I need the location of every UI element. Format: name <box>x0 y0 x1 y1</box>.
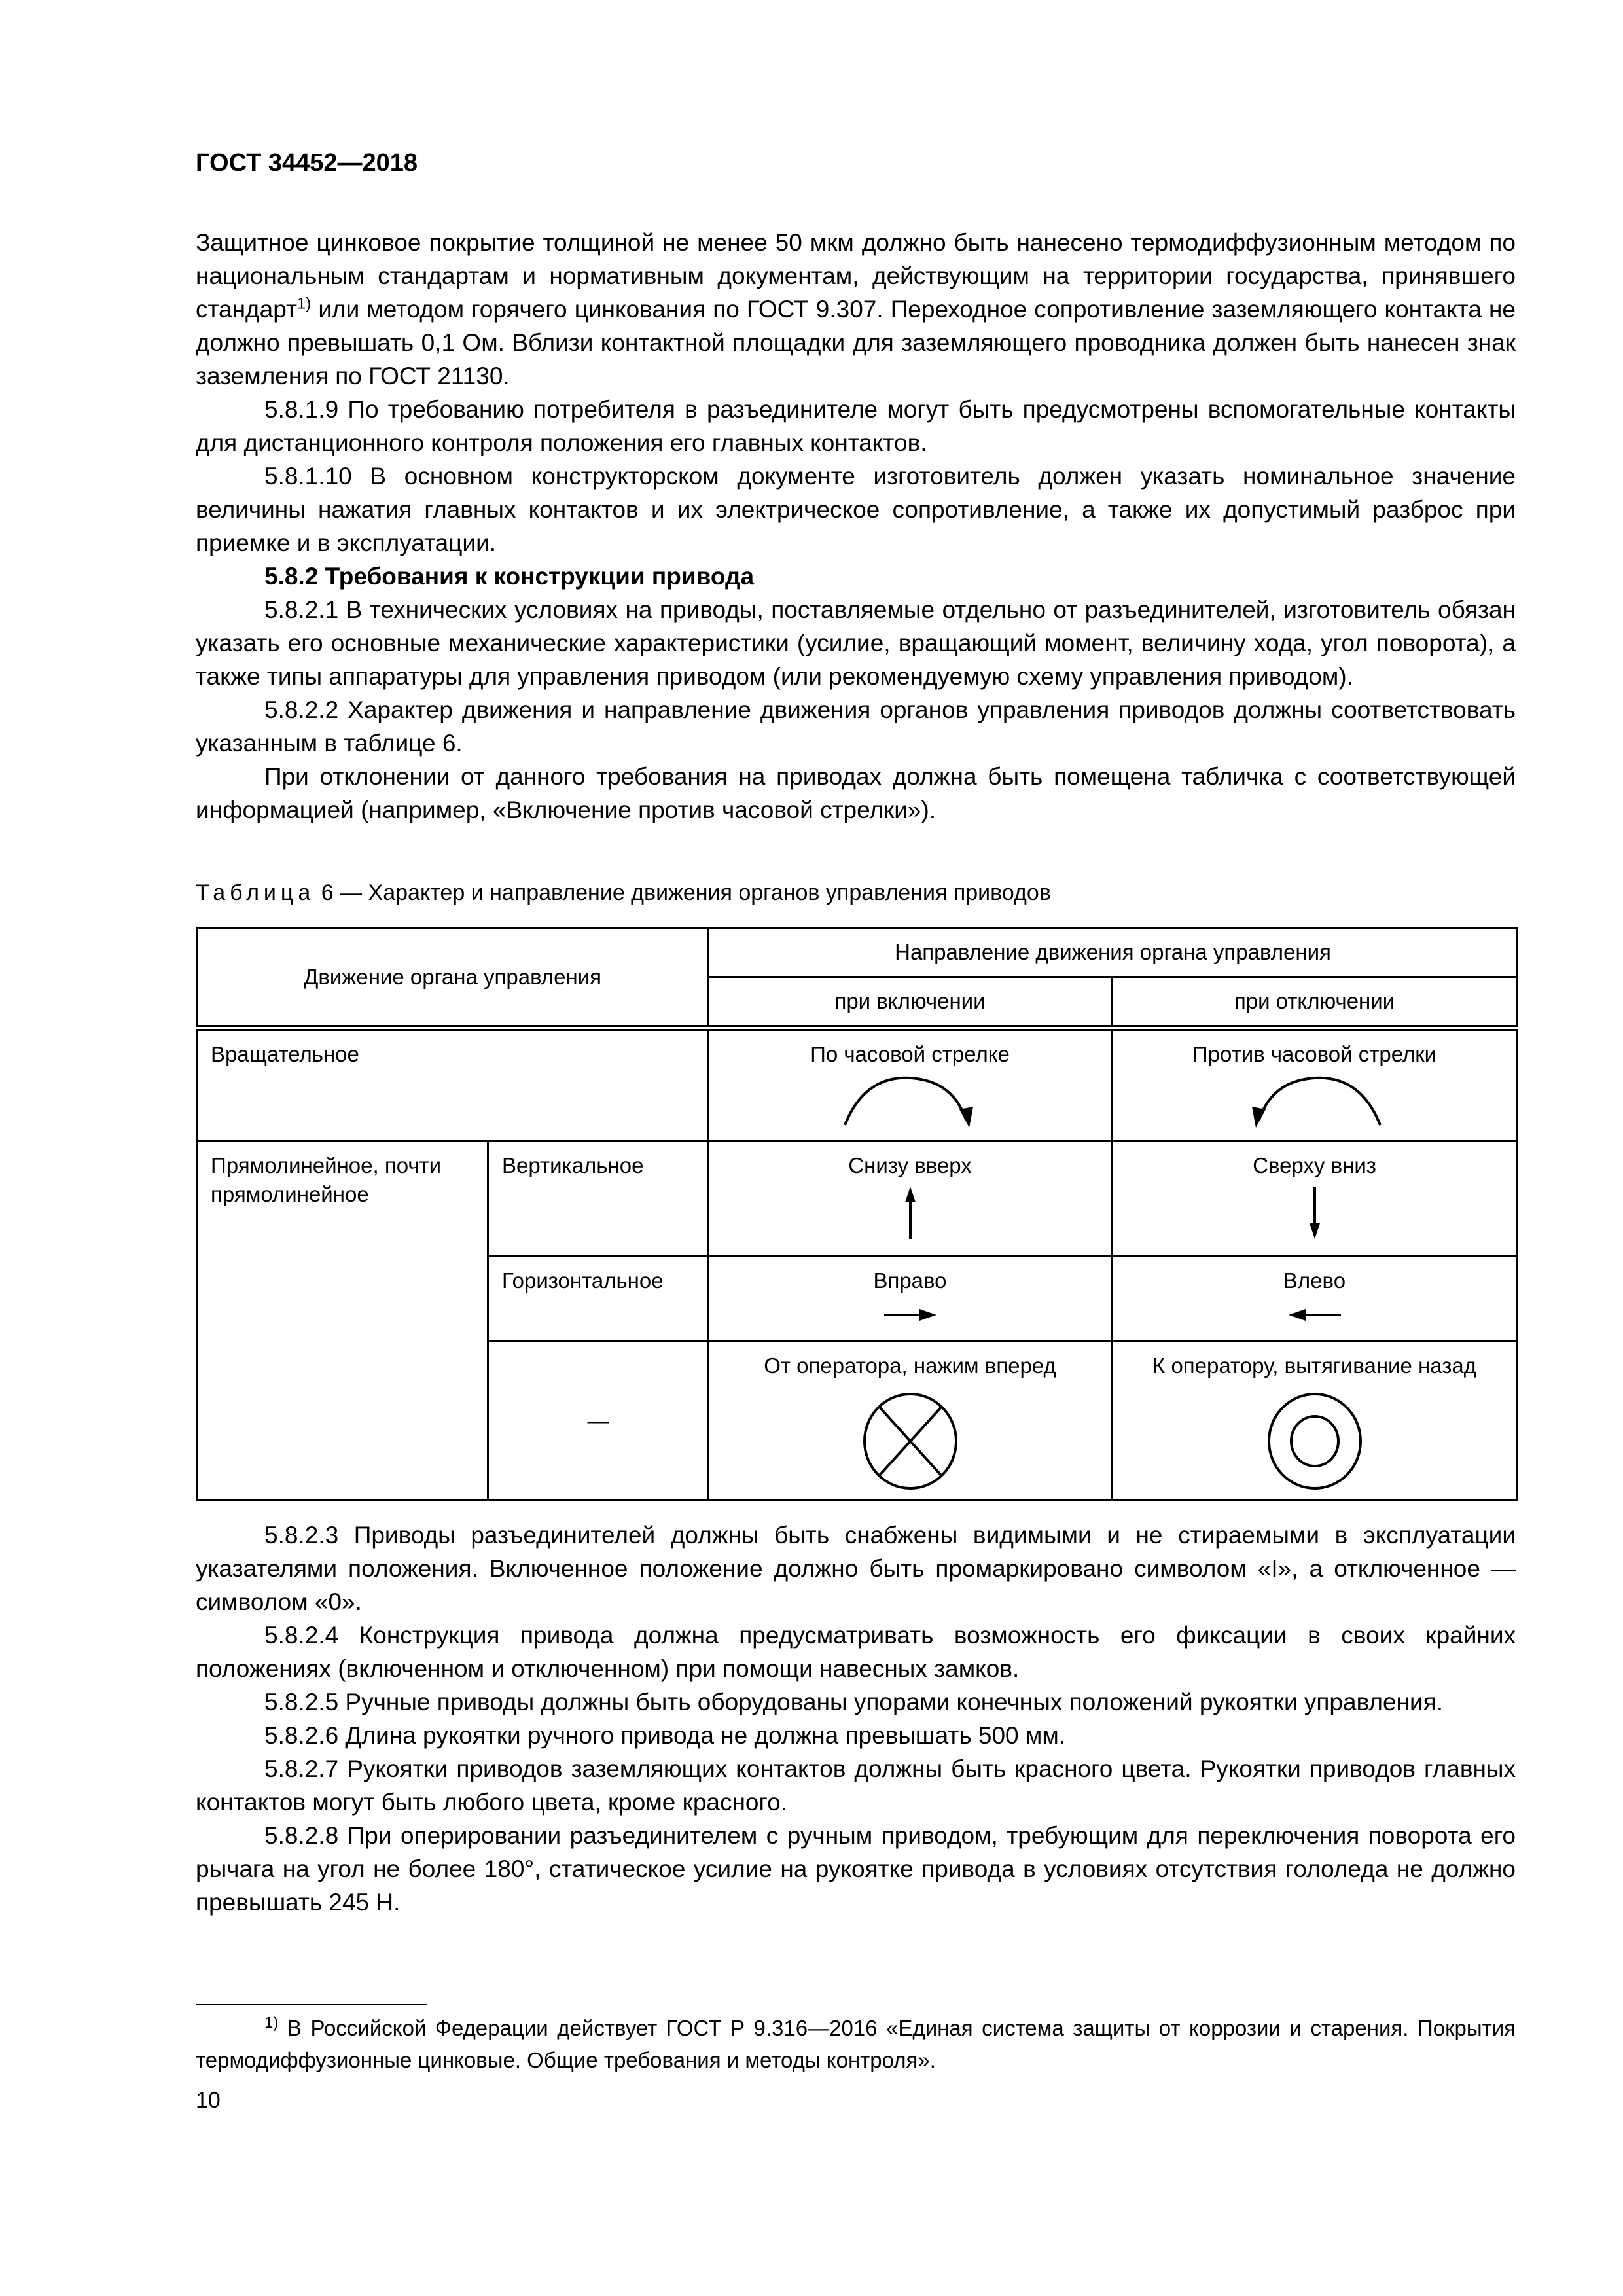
caption-label: Таблица <box>196 880 315 905</box>
footnote-text: В Российской Федерации действует ГОСТ Р 9.316—2016 «Единая система защиты от коррозии и старения. Покрытия термодиффузионные цинковые. Общие требования и методы контроля». <box>196 2016 1516 2072</box>
body-text-bottom <box>196 1518 1516 1919</box>
paragraph: При отклонении от данного требования на приводах должна быть помещена табличка с соответствующей информацией (например, «Включение против часовой стрелки»). <box>196 763 1516 823</box>
table-caption <box>196 880 1051 906</box>
arrow-right-icon <box>884 1307 936 1323</box>
paragraph: 5.8.1.9 По требованию потребителя в разъединителе могут быть предусмотрены вспомогательные контакты для дистанционного контроля положения его главных контактов. <box>196 396 1516 456</box>
cell-horizontal: Горизонтальное <box>488 1257 709 1342</box>
cell-text: По часовой стрелке <box>810 1042 1010 1066</box>
footnote-divider <box>196 2004 427 2005</box>
cell-push-off <box>1112 1342 1518 1501</box>
cell-push: — <box>488 1342 709 1501</box>
cell-text: Против часовой стрелки <box>1192 1042 1437 1066</box>
cell-text: Влево <box>1283 1268 1346 1293</box>
cell-rotary: Вращательное <box>197 1028 709 1141</box>
header-off: при отключении <box>1112 977 1518 1028</box>
paragraph <box>196 226 1516 393</box>
document-code: ГОСТ 34452—2018 <box>196 149 418 177</box>
table-6 <box>196 927 1518 1501</box>
paragraph: 5.8.2.2 Характер движения и направление движения органов управления приводов должны соответствовать указанным в таблице 6. <box>196 696 1516 757</box>
footnote <box>196 2012 1516 2076</box>
paragraph: 5.8.2.6 Длина рукоятки ручного привода не должна превышать 500 мм. <box>264 1722 1066 1749</box>
cell-horizontal-off <box>1112 1257 1518 1342</box>
paragraph: 5.8.2.5 Ручные приводы должны быть оборудованы упорами конечных положений рукоятки управления. <box>264 1689 1443 1715</box>
crossed-circle-icon <box>861 1392 959 1490</box>
cell-push-on <box>709 1342 1112 1501</box>
caption-text: 6 — Характер и направление движения органов управления приводов <box>315 880 1051 905</box>
table-row <box>197 1028 1518 1141</box>
cell-rotary-off <box>1112 1028 1518 1141</box>
counterclockwise-arrow-icon <box>1243 1075 1387 1128</box>
section-heading: 5.8.2 Требования к конструкции привода <box>264 563 755 590</box>
footnote-ref: 1) <box>296 295 312 313</box>
cell-linear: Прямолинейное, почти прямолинейное <box>197 1141 488 1501</box>
body-text-top <box>196 226 1516 827</box>
paragraph: 5.8.2.1 В технических условиях на приводы, поставляемые отдельно от разъединителей, изготовитель обязан указать его основные механические характеристики (усилие, вращающий момент, величину хода, угол поворота), а также типы аппаратуры для управления приводом (или рекомендуемую схему управления приводом). <box>196 596 1516 690</box>
clockwise-arrow-icon <box>838 1075 982 1128</box>
paragraph-text: Защитное цинковое покрытие толщиной не менее 50 мкм должно быть нанесено термодиффузионным методом по национальным стандартам и нормативным документам, действующим на территории государства, принявшего стандарт <box>196 229 1516 323</box>
arrow-left-icon <box>1289 1307 1341 1323</box>
cell-text: К оператору, вытягивание назад <box>1152 1354 1476 1378</box>
footnote-mark: 1) <box>264 2014 279 2032</box>
table-row <box>197 1141 1518 1257</box>
header-on: при включении <box>709 977 1112 1028</box>
paragraph: 5.8.2.7 Рукоятки приводов заземляющих контактов должны быть красного цвета. Рукоятки приводов главных контактов могут быть любого цвета, кроме красного. <box>196 1755 1516 1816</box>
cell-text: Сверху вниз <box>1253 1153 1376 1177</box>
cell-text: Вправо <box>873 1268 947 1293</box>
header-motion: Движение органа управления <box>197 928 709 1028</box>
paragraph: 5.8.2.4 Конструкция привода должна предусматривать возможность его фиксации в своих крайних положениях (включенном и отключенном) при помощи навесных замков. <box>196 1622 1516 1682</box>
paragraph: 5.8.2.3 Приводы разъединителей должны быть снабжены видимыми и не стираемыми в эксплуатации указателями положения. Включенное положение должно быть промаркировано символом «I», а отключенное — символом «0». <box>196 1522 1516 1615</box>
arrow-up-icon <box>902 1187 918 1239</box>
cell-text: От оператора, нажим вперед <box>764 1354 1056 1378</box>
double-circle-icon <box>1266 1392 1364 1490</box>
header-direction: Направление движения органа управления <box>709 928 1518 977</box>
cell-vertical-off <box>1112 1141 1518 1257</box>
cell-vertical: Вертикальное <box>488 1141 709 1257</box>
paragraph: 5.8.1.10 В основном конструкторском документе изготовитель должен указать номинальное значение величины нажатия главных контактов и их электрическое сопротивление, а также их допустимый разброс при приемке и в эксплуатации. <box>196 463 1516 556</box>
page-number: 10 <box>196 2088 221 2113</box>
arrow-down-icon <box>1307 1187 1323 1239</box>
cell-horizontal-on <box>709 1257 1112 1342</box>
cell-text: Снизу вверх <box>848 1153 972 1177</box>
paragraph: 5.8.2.8 При оперировании разъединителем с ручным приводом, требующим для переключения поворота его рычага на угол не более 180°, статическое усилие на рукоятке привода в условиях отсутствия гололеда не должно превышать 245 Н. <box>196 1822 1516 1916</box>
paragraph-text: или методом горячего цинкования по ГОСТ 9.307. Переходное сопротивление заземляющего контакта не должно превышать 0,1 Ом. Вблизи контактной площадки для заземляющего проводника должен быть нанесен знак заземления по ГОСТ 21130. <box>196 296 1516 389</box>
cell-vertical-on <box>709 1141 1112 1257</box>
cell-rotary-on <box>709 1028 1112 1141</box>
